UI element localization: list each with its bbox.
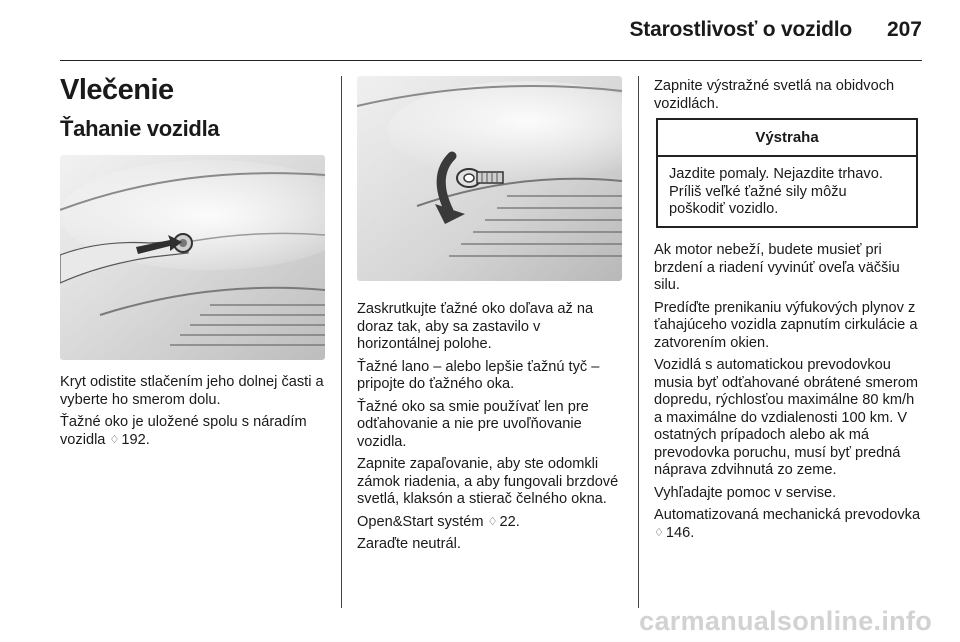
- running-header-title: Starostlivosť o vozidlo: [629, 18, 852, 41]
- paragraph: Ťažné oko je uložené spolu s náradím vozidla ♢ 192.: [60, 414, 307, 448]
- page-reference: 22.: [499, 513, 520, 530]
- paragraph: Vozidlá s automatickou prevodovkou musia byť odťahované obrátené smerom dopredu, rýchlosťou maximálne 80 km/h a maximálne do vzdialenosti 100 km. V ostatných prípadoch alebo ak má prevodovka poruchu, musí byť predná náprava zdvihnutá zo zeme.: [654, 357, 919, 478]
- page-reference: 192.: [121, 431, 150, 448]
- paragraph: Ťažné lano – alebo lepšie ťažnú tyč – pripojte do ťažného oka.: [357, 358, 600, 392]
- watermark: carmanualsonline.info: [639, 606, 932, 636]
- paragraph: Automatizovaná mechanická prevodovka ♢ 146.: [654, 507, 921, 541]
- col2-text: [357, 301, 622, 559]
- paragraph: Zaraďte neutrál.: [357, 536, 461, 552]
- col3-intro: [654, 78, 922, 118]
- paragraph: Zapnite zapaľovanie, aby ste odomkli zámok riadenia, a aby fungovali brzdové svetlá, klaksón a stierač čelného okna.: [357, 456, 619, 507]
- warning-body: Jazdite pomaly. Nejazdite trhavo. Príliš veľké ťažné sily môžu poškodiť vozidlo.: [669, 166, 883, 217]
- section-title: Vlečenie: [60, 74, 174, 106]
- page-number: 207: [886, 18, 922, 41]
- col3-text: [654, 242, 922, 547]
- section-subtitle: Ťahanie vozidla: [60, 116, 220, 141]
- paragraph: Zaskrutkujte ťažné oko doľava až na doraz tak, aby sa zastavilo v horizontálnej polohe.: [357, 301, 594, 352]
- paragraph: Ak motor nebeží, budete musieť pri brzdení a riadení vyvinúť oveľa väčšiu silu.: [654, 242, 900, 293]
- warning-box: [656, 118, 918, 228]
- paragraph: Ťažné oko sa smie používať len pre odťahovanie a nie pre uvoľňovanie vozidla.: [357, 398, 589, 450]
- paragraph: Open&Start systém ♢ 22.: [357, 513, 520, 530]
- figure-remove-cover: [60, 155, 325, 360]
- page-reference-icon: ♢: [487, 515, 498, 528]
- warning-title: Výstraha: [658, 120, 916, 157]
- paragraph: Vyhľadajte pomoc v servise.: [654, 484, 837, 501]
- paragraph: Predíďte prenikaniu výfukových plynov z ťahajúceho vozidla zapnutím cirkulácie a zatvorením okien.: [654, 299, 918, 351]
- page-reference: 146.: [665, 524, 695, 541]
- page-reference-icon: ♢: [654, 526, 664, 539]
- header-divider: [60, 60, 922, 61]
- col1-text: [60, 374, 325, 454]
- figure-screw-tow-eye: [357, 76, 622, 281]
- column-divider-2: [638, 76, 639, 608]
- column-divider-1: [341, 76, 342, 608]
- paragraph: Zapnite výstražné svetlá na obidvoch vozidlách.: [654, 78, 895, 112]
- paragraph: Kryt odistite stlačením jeho dolnej časti a vyberte ho smerom dolu.: [60, 374, 324, 408]
- page-reference-icon: ♢: [109, 433, 120, 446]
